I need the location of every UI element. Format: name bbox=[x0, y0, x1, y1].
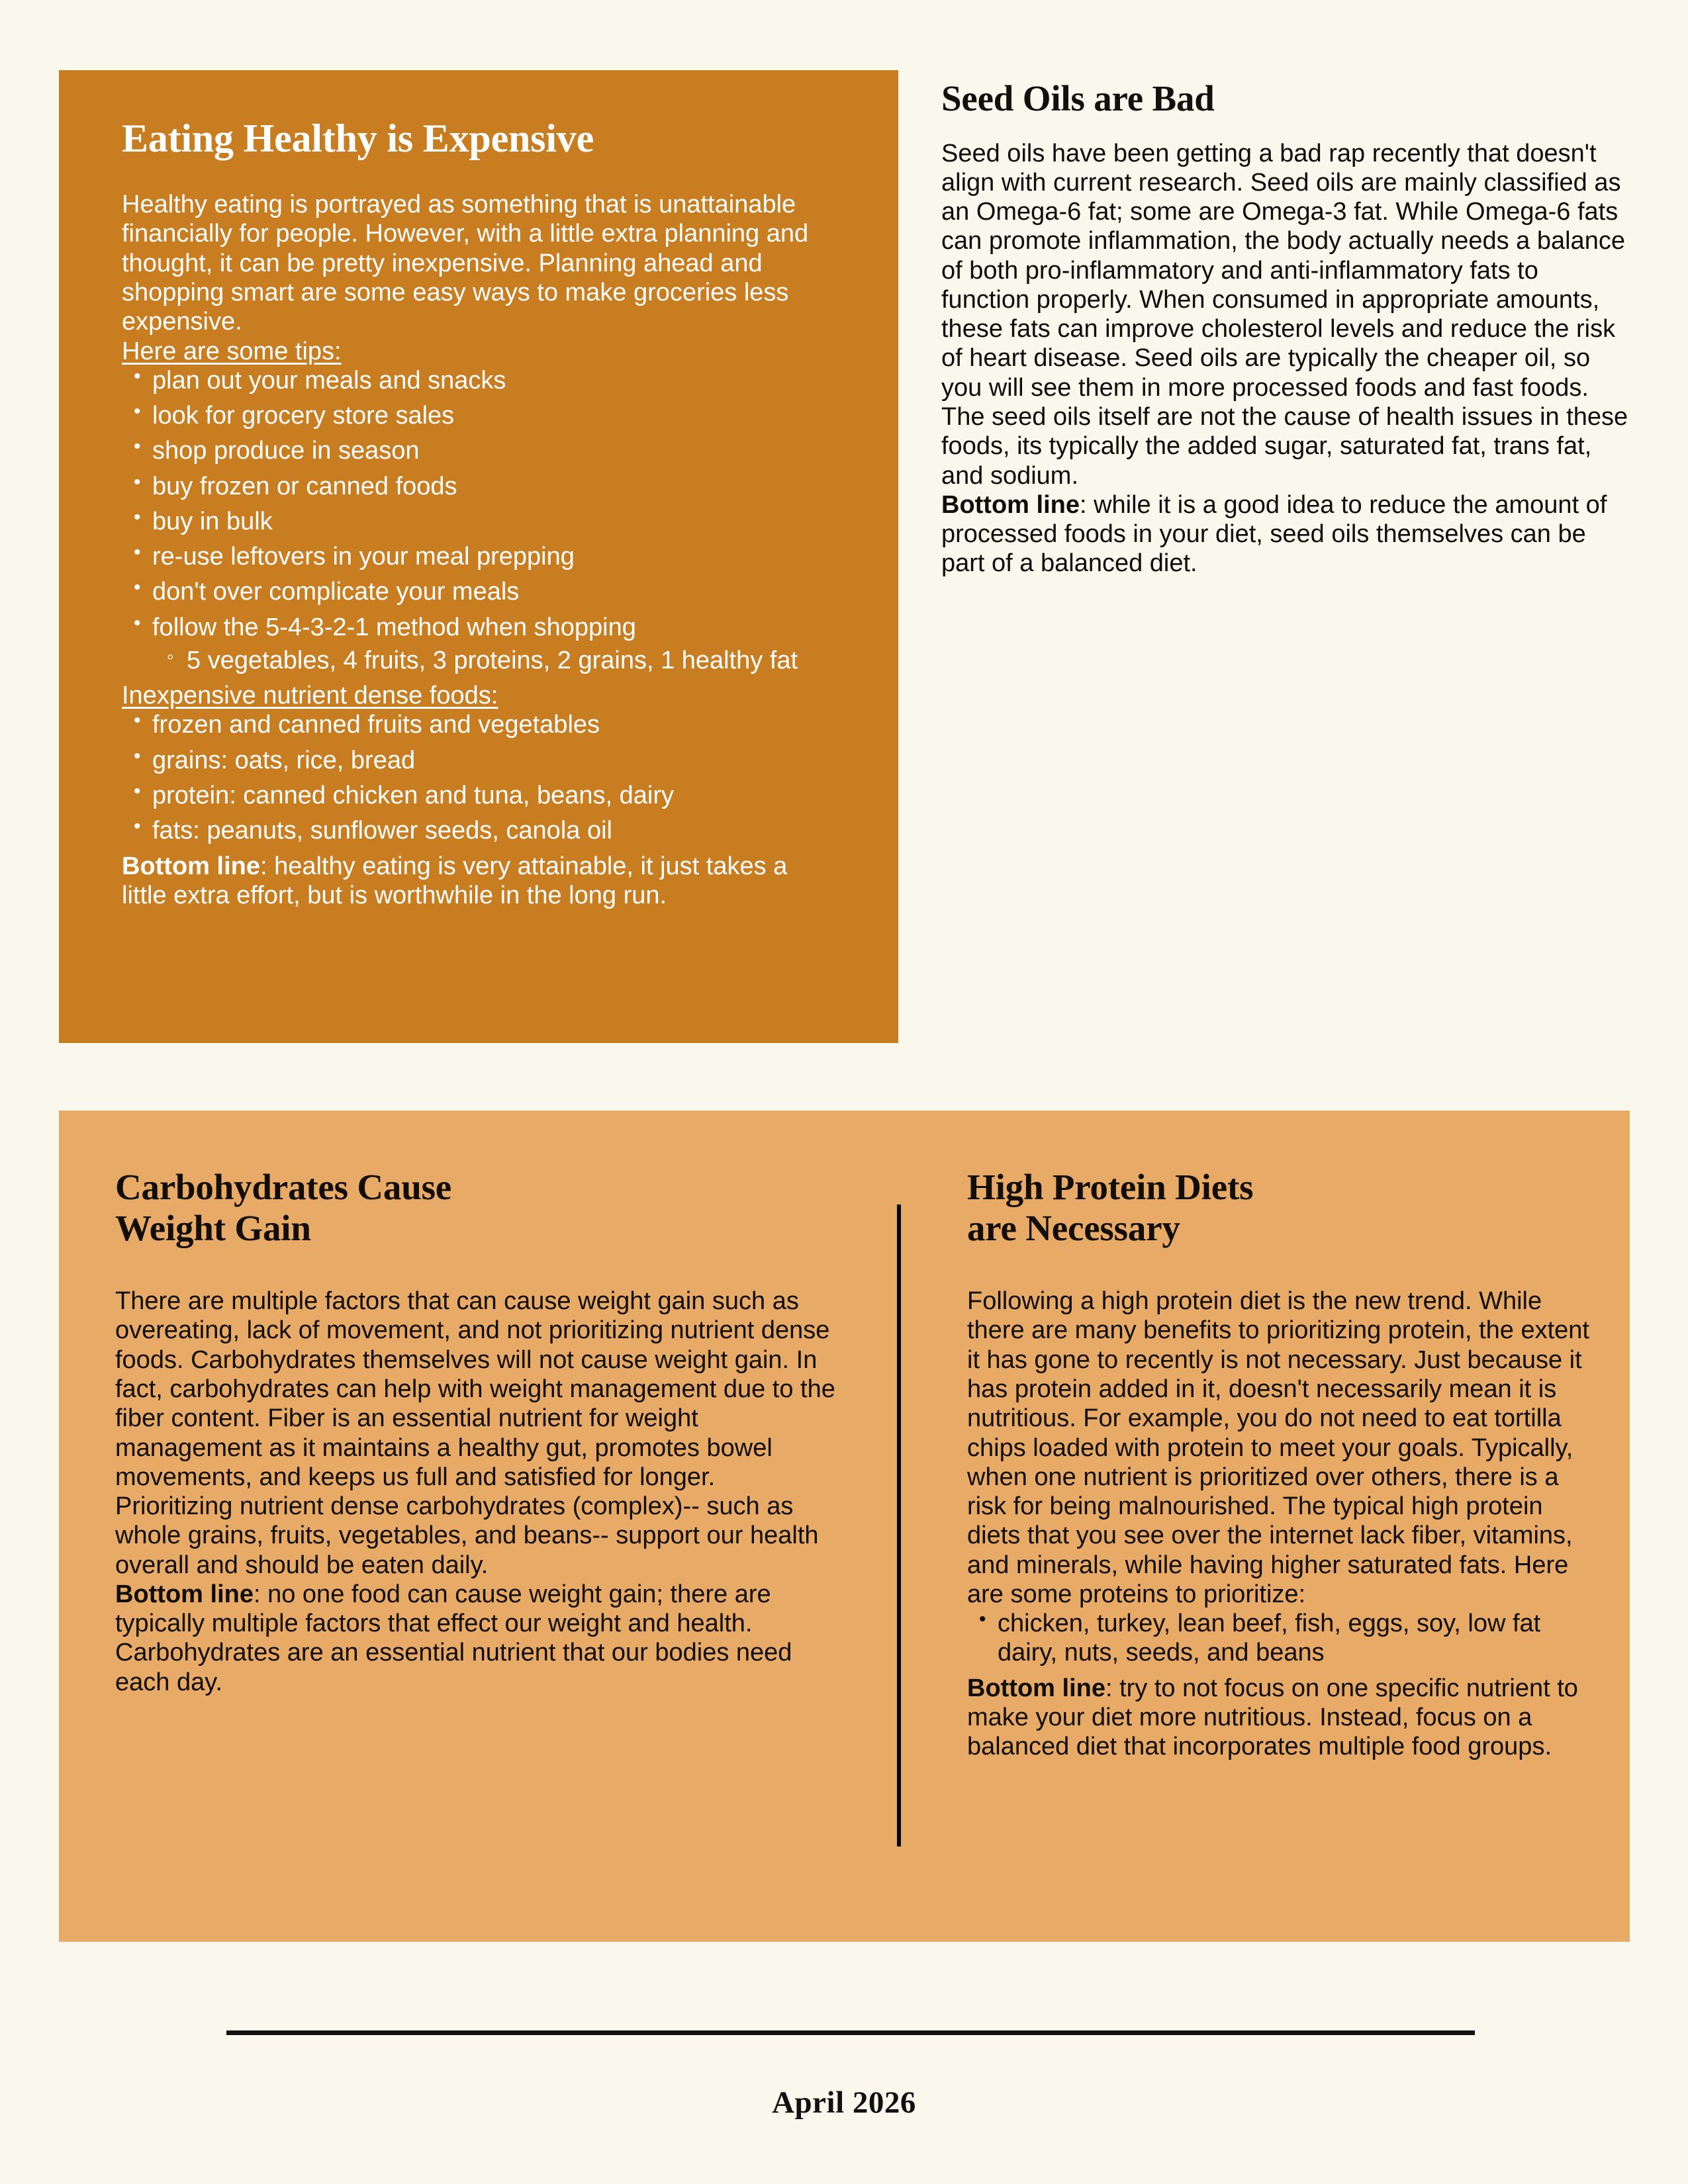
list-item-text: follow the 5-4-3-2-1 method when shopping bbox=[152, 613, 636, 641]
list-item-text: buy frozen or canned foods bbox=[152, 472, 457, 500]
bottom-line-label: Bottom line bbox=[967, 1674, 1105, 1702]
bottom-line-text: : healthy eating is very attainable, it just takes a little extra effort, but is worthwhile in the long run. bbox=[122, 852, 788, 909]
list-item-text: shop produce in season bbox=[152, 437, 420, 465]
sub-list-item-text: 5 vegetables, 4 fruits, 3 proteins, 2 grains, 1 healthy fat bbox=[187, 646, 798, 674]
article-eating-healthy-bottom-line bbox=[122, 852, 839, 911]
spacer bbox=[941, 119, 1630, 139]
article-high-protein-proteins-list bbox=[967, 1609, 1603, 1674]
article-eating-healthy-box bbox=[59, 70, 898, 1043]
list-item-text: plan out your meals and snacks bbox=[152, 366, 506, 394]
top-section bbox=[0, 0, 1688, 1059]
article-seed-oils-body: Seed oils have been getting a bad rap recently that doesn't align with current research. Seed oils are mainly classified as an Omega-6 fat; some are Omega-3 fat. While Omega-6 fats can promote inflammation, the body actually needs a balance of both pro-inflammatory and anti-inflammatory fats to function properly. When consumed in appropriate amounts, these fats can improve cholesterol levels and reduce the risk of heart disease. Seed oils are typically the cheaper oil, so you will see them in more processed foods and fast foods. The seed oils itself are not the cause of health issues in these foods, its typically the added sugar, saturated fat, trans fat, and sodium. bbox=[941, 139, 1628, 490]
headline-line-2: Weight Gain bbox=[115, 1207, 311, 1248]
article-carbohydrates-headline bbox=[115, 1167, 837, 1248]
list-item-text: protein: canned chicken and tuna, beans, dairy bbox=[152, 781, 674, 809]
article-seed-oils-headline: Seed Oils are Bad bbox=[941, 78, 1215, 118]
list-item bbox=[152, 472, 839, 507]
list-item-text: chicken, turkey, lean beef, fish, eggs, soy, low fat dairy, nuts, seeds, and beans bbox=[998, 1610, 1541, 1667]
bottom-line-text: : no one food can cause weight gain; there are typically multiple factors that effect our weight and health. Carbohydrates are an essential nutrient that our bodies need each day. bbox=[115, 1580, 792, 1696]
list-item bbox=[152, 366, 839, 401]
list-item bbox=[152, 577, 839, 612]
headline-line-1: Carbohydrates Cause bbox=[115, 1167, 452, 1207]
article-eating-healthy-tips-list bbox=[122, 366, 839, 681]
article-high-protein-headline bbox=[967, 1167, 1603, 1248]
list-item-text: look for grocery store sales bbox=[152, 402, 455, 430]
article-high-protein-bottom-line bbox=[967, 1674, 1603, 1762]
sub-list-item bbox=[187, 646, 839, 675]
list-item bbox=[152, 507, 839, 542]
bottom-line-text: : while it is a good idea to reduce the amount of processed foods in your diet, seed oils themselves can be part of a balanced diet. bbox=[941, 490, 1607, 578]
list-item bbox=[152, 542, 839, 577]
list-item bbox=[152, 816, 839, 851]
column-divider bbox=[897, 1205, 901, 1846]
spacer bbox=[115, 1248, 837, 1287]
article-eating-healthy-headline: Eating Healthy is Expensive bbox=[122, 116, 594, 160]
article-eating-healthy-foods-label: Inexpensive nutrient dense foods: bbox=[122, 682, 498, 710]
headline-line-2: are Necessary bbox=[967, 1207, 1180, 1248]
bottom-line-label: Bottom line bbox=[941, 490, 1080, 519]
article-eating-healthy-intro: Healthy eating is portrayed as something that is unattainable financially for people. However, with a little extra planning and thought, it can be pretty inexpensive. Planning ahead and shopping smart are some easy ways to make groceries less expensive. bbox=[122, 191, 809, 336]
article-high-protein-column bbox=[967, 1167, 1603, 1761]
list-item-text: don't over complicate your meals bbox=[152, 578, 520, 606]
bottom-line-text: : try to not focus on one specific nutrient to make your diet more nutritious. Instead, focus on a balanced diet that incorporates multiple food groups. bbox=[967, 1674, 1578, 1761]
list-item-text: frozen and canned fruits and vegetables bbox=[152, 711, 600, 739]
list-item bbox=[998, 1609, 1603, 1674]
list-item-text: fats: peanuts, sunflower seeds, canola oil bbox=[152, 817, 612, 845]
list-item bbox=[152, 710, 839, 745]
article-carbohydrates-column bbox=[115, 1167, 837, 1697]
list-item bbox=[152, 401, 839, 436]
list-item-text: grains: oats, rice, bread bbox=[152, 746, 416, 774]
bottom-band bbox=[59, 1111, 1630, 1942]
list-item-text: buy in bulk bbox=[152, 507, 273, 535]
article-high-protein-body: Following a high protein diet is the new trend. While there are many benefits to prioritizing protein, the extent it has gone to recently is not necessary. Just because it has protein added in it, doesn't necessarily mean it is nutritious. For example, you do not need to eat tortilla chips loaded with protein to meet your goals. Typically, when one nutrient is prioritized over others, there is a risk for being malnourished. The typical high protein diets that you see over the internet lack fiber, vitamins, and minerals, while having higher saturated fats. Here are some proteins to prioritize: bbox=[967, 1287, 1589, 1608]
list-item-text: re-use leftovers in your meal prepping bbox=[152, 543, 575, 571]
headline-line-1: High Protein Diets bbox=[967, 1167, 1254, 1207]
list-item bbox=[152, 781, 839, 816]
article-carbohydrates-body: There are multiple factors that can cause weight gain such as overeating, lack of movement, and not prioritizing nutrient dense foods. Carbohydrates themselves will not cause weight gain. In fact, carbohydrates can help with weight management due to the fiber content. Fiber is an essential nutrient for weight management as it maintains a healthy gut, promotes bowel movements, and keeps us full and satisfied for longer. Prioritizing nutrient dense carbohydrates (complex)-- such as whole grains, fruits, vegetables, and beans-- support our health overall and should be eaten daily. bbox=[115, 1287, 835, 1579]
article-eating-healthy-tips-label: Here are some tips: bbox=[122, 337, 342, 365]
spacer bbox=[967, 1248, 1603, 1287]
list-item bbox=[152, 436, 839, 471]
spacer bbox=[122, 161, 839, 190]
footer-divider-rule bbox=[226, 2030, 1475, 2035]
bottom-band-inner bbox=[59, 1111, 1630, 1942]
list-item bbox=[152, 746, 839, 781]
article-seed-oils-bottom-line bbox=[941, 490, 1630, 578]
article-eating-healthy-foods-list bbox=[122, 710, 839, 851]
bottom-line-label: Bottom line bbox=[115, 1580, 254, 1608]
list-item bbox=[152, 613, 839, 682]
article-eating-healthy-sub-list bbox=[152, 646, 839, 675]
article-carbohydrates-bottom-line bbox=[115, 1580, 837, 1697]
footer-date: April 2026 bbox=[772, 2085, 916, 2120]
article-seed-oils-column bbox=[941, 78, 1630, 578]
bottom-line-label: Bottom line bbox=[122, 852, 260, 880]
